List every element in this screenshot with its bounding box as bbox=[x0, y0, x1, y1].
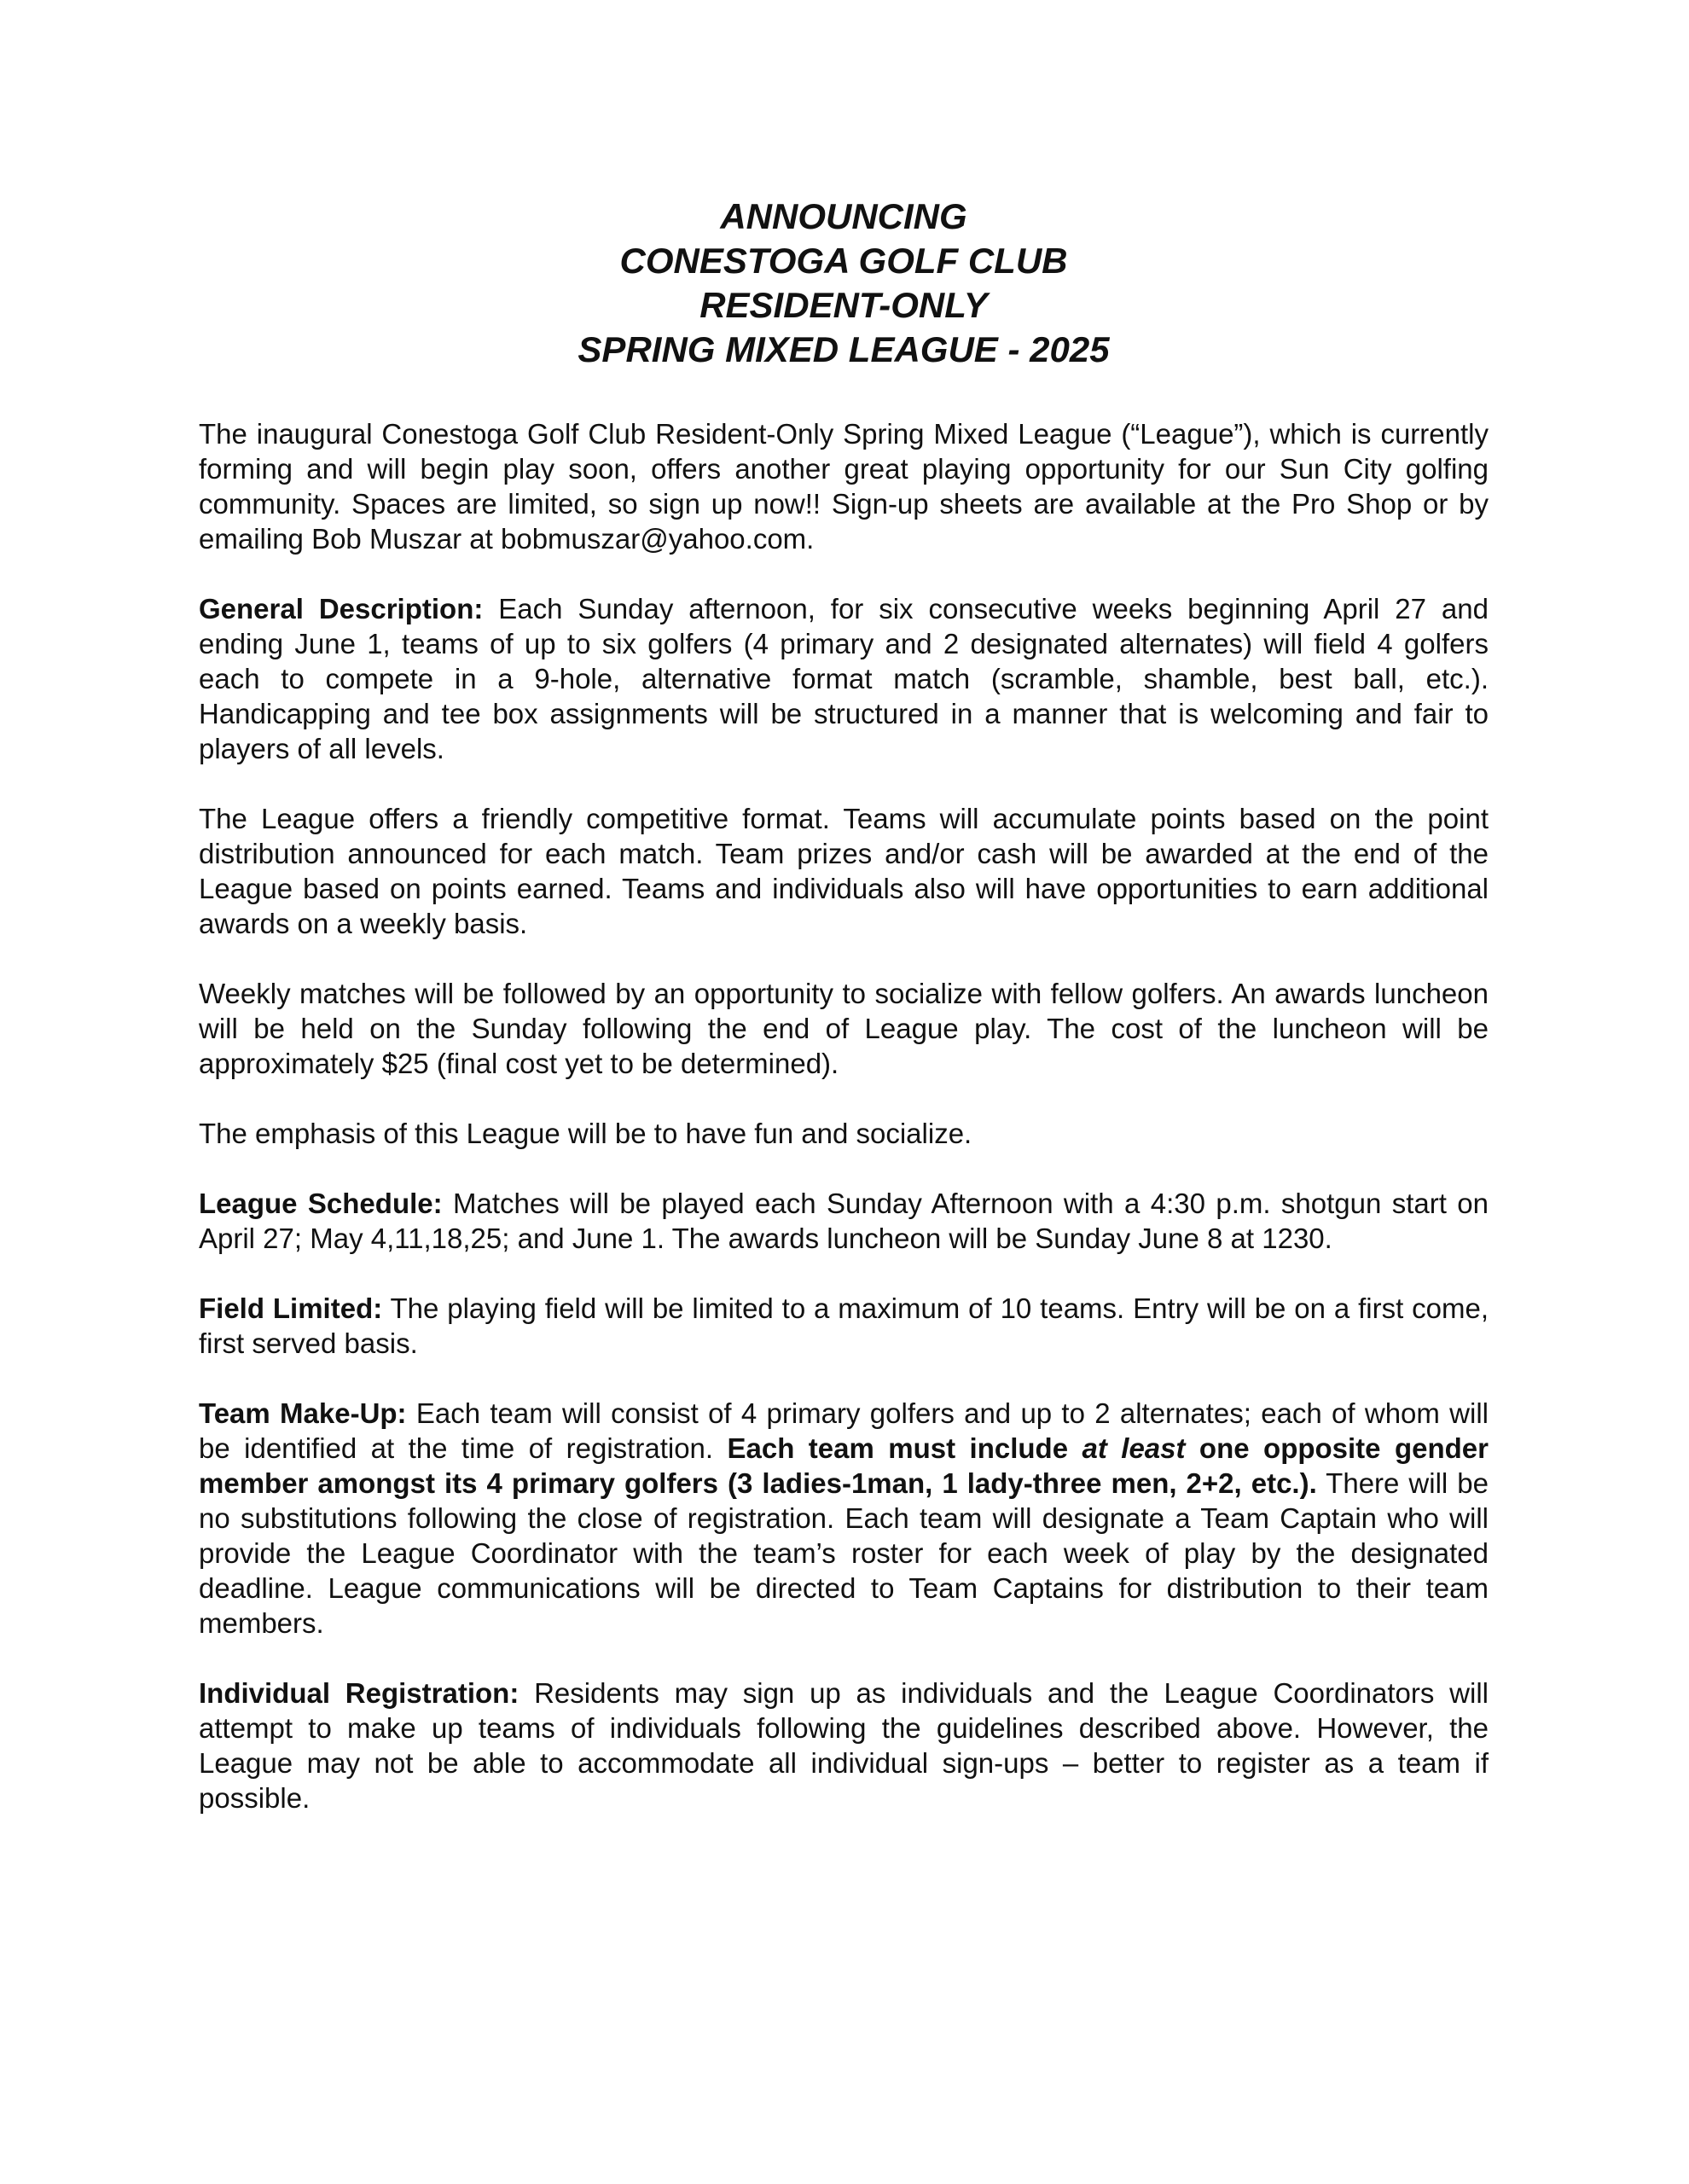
team-make-up-heading: Team Make-Up: bbox=[199, 1397, 407, 1429]
individual-registration-heading: Individual Registration: bbox=[199, 1677, 519, 1709]
general-description-text: Each Sunday afternoon, for six consecutive weeks beginning April 27 and ending June 1, teams of up to six golfers (4 primary and 2 designated alternates) will field 4 golfers each to compete in a 9-hole, alternative format match (scramble, shamble, best ball, etc.). Handicapping and tee box assignments will be structured in a manner that is welcoming and fair to players of all levels. bbox=[199, 593, 1489, 764]
emphasis-text: The emphasis of this League will be to have fun and socialize. bbox=[199, 1118, 972, 1149]
social-text: Weekly matches will be followed by an opportunity to socialize with fellow golfers. An awards luncheon will be held on the Sunday following the end of League play. The cost of the luncheon will be approximately $25 (final cost yet to be determined). bbox=[199, 978, 1489, 1079]
league-schedule-text: Matches will be played each Sunday Afternoon with a 4:30 p.m. shotgun start on April 27; May 4,11,18,25; and June 1. The awards luncheon will be Sunday June 8 at 1230. bbox=[199, 1188, 1489, 1254]
emphasis-paragraph bbox=[199, 1116, 1489, 1151]
intro-text: The inaugural Conestoga Golf Club Resident-Only Spring Mixed League (“League”), which is currently forming and will begin play soon, offers another great playing opportunity for our Sun City golfing community. Spaces are limited, so sign up now!! Sign-up sheets are available at the Pro Shop or by emailing Bob Muszar at bobmuszar@yahoo.com. bbox=[199, 418, 1489, 555]
title-line-4: SPRING MIXED LEAGUE - 2025 bbox=[578, 329, 1110, 369]
format-text: The League offers a friendly competitive format. Teams will accumulate points based on the point distribution announced for each match. Team prizes and/or cash will be awarded at the end of the League based on points earned. Teams and individuals also will have opportunities to earn additional awards on a weekly basis. bbox=[199, 803, 1489, 939]
team-requirement-text-2: one opposite gender member amongst its 4 primary golfers (3 ladies-1man, 1 lady-three men, 2+2, etc.). bbox=[199, 1432, 1489, 1499]
title-line-2: CONESTOGA GOLF CLUB bbox=[619, 241, 1068, 281]
team-make-up-paragraph bbox=[199, 1396, 1489, 1641]
social-paragraph bbox=[199, 976, 1489, 1081]
general-description-paragraph bbox=[199, 591, 1489, 766]
field-limited-text: The playing field will be limited to a maximum of 10 teams. Entry will be on a first come, first served basis. bbox=[199, 1292, 1489, 1359]
title-line-3: RESIDENT-ONLY bbox=[699, 285, 988, 325]
intro-paragraph bbox=[199, 416, 1489, 556]
team-requirement-text-1: Each team must include bbox=[727, 1432, 1082, 1464]
document-page bbox=[199, 195, 1489, 1850]
team-make-up-text-2: There will be no substitutions following the close of registration. Each team will designate a Team Captain who will provide the League Coordinator with the team’s roster for each week of play by the designated deadline. League communications will be directed to Team Captains for distribution to their team members. bbox=[199, 1467, 1489, 1639]
individual-registration-text: Residents may sign up as individuals and the League Coordinators will attempt to make up teams of individuals following the guidelines described above. However, the League may not be able to accommodate all individual sign-ups – better to register as a team if possible. bbox=[199, 1677, 1489, 1814]
field-limited-heading: Field Limited: bbox=[199, 1292, 383, 1324]
league-schedule-paragraph bbox=[199, 1186, 1489, 1256]
team-requirement-emphasis: at least bbox=[1082, 1432, 1186, 1464]
individual-registration-paragraph bbox=[199, 1676, 1489, 1815]
field-limited-paragraph bbox=[199, 1291, 1489, 1361]
format-paragraph bbox=[199, 801, 1489, 941]
document-title bbox=[199, 195, 1489, 372]
team-make-up-text-1: Each team will consist of 4 primary golfers and up to 2 alternates; each of whom will be identified at the time of registration. bbox=[199, 1397, 1489, 1464]
title-line-1: ANNOUNCING bbox=[720, 196, 967, 236]
general-description-heading: General Description: bbox=[199, 593, 484, 624]
league-schedule-heading: League Schedule: bbox=[199, 1188, 443, 1219]
